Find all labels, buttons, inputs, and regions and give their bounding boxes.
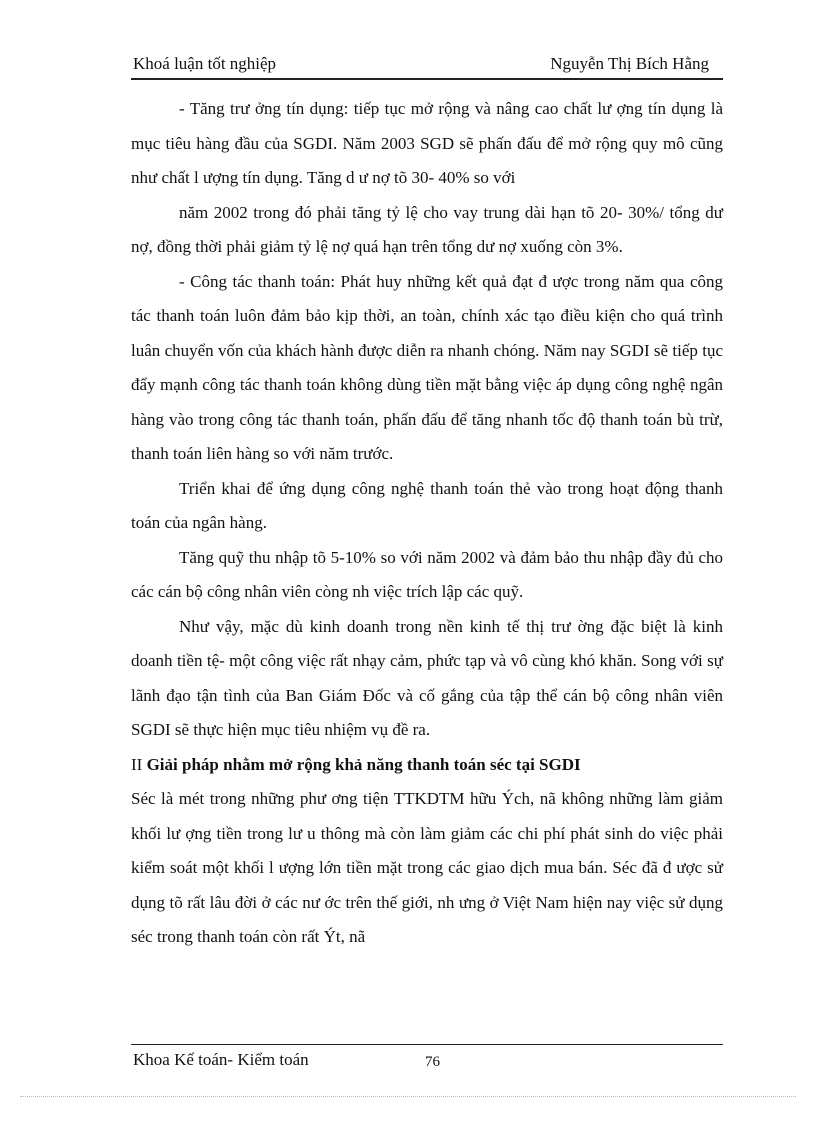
paragraph-credit-growth: - Tăng trư ởng tín dụng: tiếp tục mở rộng và nâng cao chất lư ợng tín dụng là mục tiêu hàng đầu của SGDI. Năm 2003 SGD sẽ phấn đấu để mở rộng quy mô cũng như chất l ượng tín dụng. Tăng d ư nợ tõ 30- 40% so với [131, 99, 723, 187]
paragraph-payment-work: - Công tác thanh toán: Phát huy những kết quả đạt đ ược trong năm qua công tác thanh toán luôn đảm bảo kịp thời, an toàn, chính xác tạo điều kiện cho quá trình luân chuyển vốn của khách hành được diễn ra nhanh chóng. Năm nay SGDI sẽ tiếp tục đẩy mạnh công tác thanh toán không dùng tiền mặt bằng việc áp dụng công nghệ ngân hàng vào trong công tác thanh toán, phấn đấu để tăng nhanh tốc độ thanh toán bù trừ, thanh toán liên hàng so với năm trước. [131, 271, 723, 463]
page-header [131, 52, 723, 80]
footer-faculty: Khoa Kế toán- Kiểm toán [133, 1050, 309, 1069]
header-author-name: Nguyễn Thị Bích Hằng [550, 54, 709, 73]
paragraph-card-payment: Triển khai để ứng dụng công nghệ thanh toán thẻ vào trong hoạt động thanh toán của ngân hàng. [131, 478, 723, 532]
paragraph-conclusion: Như vậy, mặc dù kinh doanh trong nền kinh tế thị trư ờng đặc biệt là kinh doanh tiền tệ- một công việc rất nhạy cảm, phức tạp và vô cùng khó khăn. Song với sự lãnh đạo tận tình của Ban Giám Đốc và cố gắng của tập thể cán bộ công nhân viên SGDI sẽ thực hiện mục tiêu nhiệm vụ đề ra. [131, 616, 723, 739]
header-thesis-title: Khoá luận tốt nghiệp [133, 54, 277, 73]
document-body [131, 92, 723, 955]
section-title: Giải pháp nhằm mở rộng khả năng thanh toán séc tại SGDI [146, 754, 581, 774]
section-number: II [131, 754, 143, 774]
page-footer [131, 1044, 723, 1075]
paragraph-cheque-intro: Séc là mét trong những phư ơng tiện TTKDTM hữu Ých, nã không những làm giảm khối lư ợng tiền trong lư u thông mà còn làm giảm các chi phí phát sinh do việc phải kiểm soát một khối l ượng lớn tiền mặt trong các giao dịch mua bán. Séc đã đ ược sử dụng tõ rất lâu đời ở các nư ớc trên thế giới, nh ưng ở Việt Nam hiện nay việc sử dụng séc trong thanh toán còn rất Ýt, nã [131, 789, 723, 946]
paragraph-credit-growth-cont: năm 2002 trong đó phải tăng tỷ lệ cho vay trung dài hạn tõ 20- 30%/ tổng dư nợ, đồng thời phải giảm tỷ lệ nợ quá hạn trên tổng dư nợ xuống còn 3%. [131, 202, 723, 256]
page-bottom-divider [20, 1096, 796, 1097]
page-number: 76 [425, 1054, 440, 1070]
section-heading [131, 748, 723, 783]
paragraph-income-fund: Tăng quỹ thu nhập tõ 5-10% so với năm 2002 và đảm bảo thu nhập đầy đủ cho các cán bộ công nhân viên còng nh việc trích lập các quỹ. [131, 547, 723, 601]
